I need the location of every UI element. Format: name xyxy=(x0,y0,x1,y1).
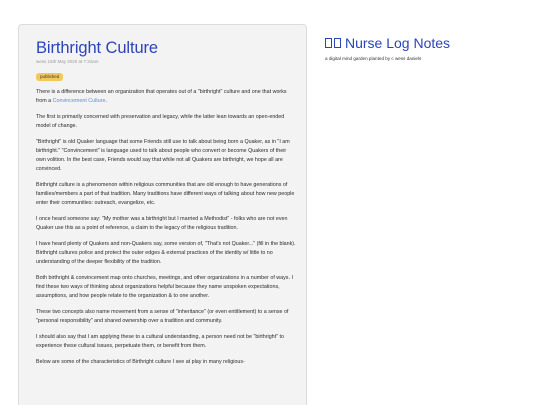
paragraph-5: I once heard someone say: "My mother was a birthright but I married a Methodist" - folks who are not even Quaker use this as a point of reference, a claim to the legacy of the religious tradition. xyxy=(36,216,288,231)
paragraph-1-text: There is a difference between an organization that operates out of a "birthright" culture and one that works from a xyxy=(36,89,287,104)
paragraph-4: Birthright culture is a phenomenon within religious communities that are old enough to have generations of families/members a part of that tradition. Many traditions have different ways of talking about how new people enter their communities: outreach, evangelize, etc. xyxy=(36,182,295,206)
site-header xyxy=(325,34,450,62)
paragraph-9: I should also say that I am applying these to a cultural understanding, a person need not be "birthright" to experience these cultural issues, perpetuate them, or benefit from them. xyxy=(36,334,284,349)
site-tagline: a digital mind garden planted by c wess daniels xyxy=(325,56,422,61)
site-title[interactable] xyxy=(325,34,450,52)
paragraph-1-suffix: . xyxy=(105,98,108,104)
paragraph-2: The first is primarily concerned with preservation and legacy, while the latter lean towards an open-ended model of change. xyxy=(36,114,285,129)
paragraph-6: I have heard plenty of Quakers and non-Quakers say, some version of, "That's not Quaker..." (fill in the blank). Birthright cultures police and protect the outer edges & external practices of the identity w/ little to no understanding of the deeper flexibility of the tradition. xyxy=(36,241,296,265)
post-meta[interactable]: wess 15th May 2020 at 7:34am xyxy=(36,59,99,64)
convincement-culture-link[interactable]: Convincement Culture xyxy=(52,98,106,104)
paragraph-7: Both birthright & convincement map onto churches, meetings, and other organizations in a number of ways. I find these two ways of thinking about organizations helpful because they name unspoken expectations, assumptions, and how people relate to the organization & to one another. xyxy=(36,275,293,299)
post-body xyxy=(36,88,296,367)
status-badge[interactable]: published xyxy=(36,73,63,81)
post-card xyxy=(18,24,307,405)
paragraph-1 xyxy=(36,88,296,106)
missing-glyph-box-icon xyxy=(325,38,342,48)
paragraph-8: These two concepts also name movement from a sense of "inheritance" (or even entitlement) to a sense of "personal responsibility" and shared ownership over a tradition and community. xyxy=(36,309,289,324)
site-title-text: Nurse Log Notes xyxy=(345,35,451,51)
post-title[interactable]: Birthright Culture xyxy=(36,39,158,57)
paragraph-10: Below are some of the characteristics of Birthright culture I see at play in many religious- xyxy=(36,359,245,365)
paragraph-3: "Birthright" is old Quaker language that some Friends still use to talk about being born a Quaker, as in "I am birthright." "Convincement" is language used to talk about people who convert or become Quakers of their own volition. In the best case, Friends would say that while not all Quakers are birthright, we hope all are convinced. xyxy=(36,139,290,172)
box-glyph-icon xyxy=(334,38,341,48)
box-glyph-icon xyxy=(325,38,332,48)
